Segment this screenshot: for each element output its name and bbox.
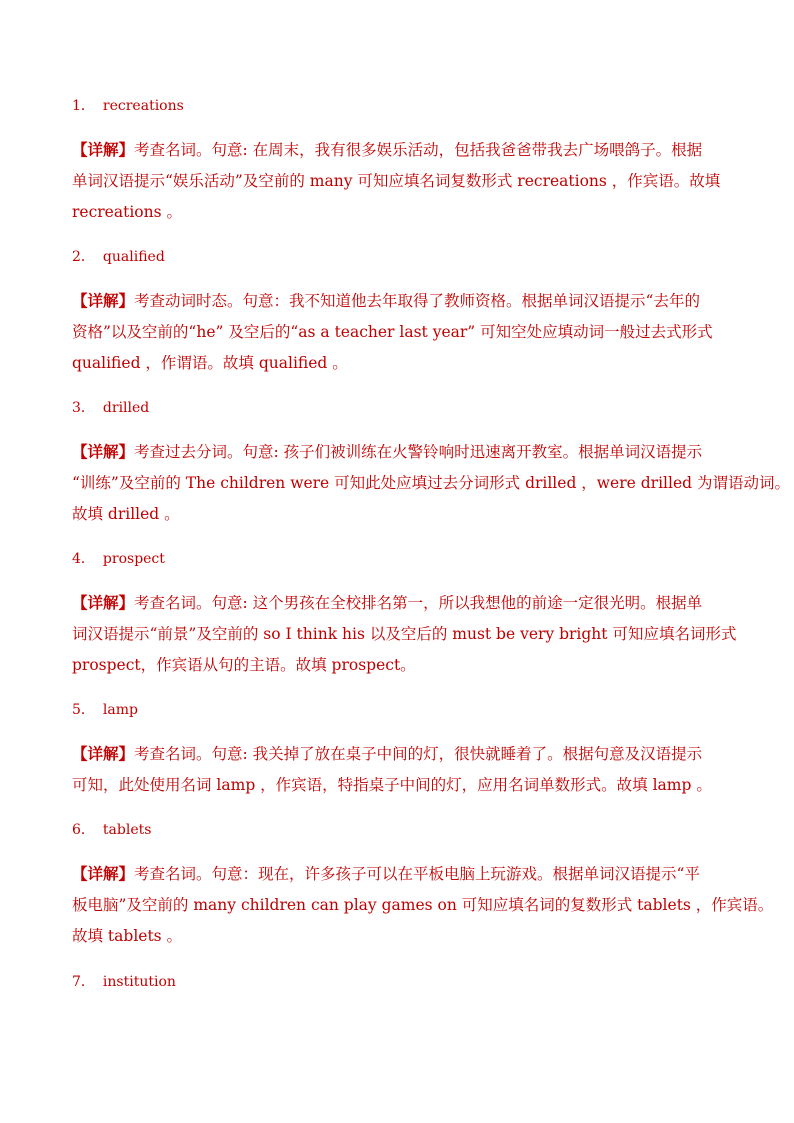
detail-line: 故填 drilled 。: [72, 505, 180, 523]
detail-tag: 【详解】: [72, 442, 135, 461]
item-number: 7．: [72, 974, 95, 990]
answer-line-7: [72, 972, 176, 992]
item-number: 5．: [72, 702, 95, 718]
answer-line-1: [72, 96, 184, 116]
detail-text: 考查名词。句意: 这个男孩在全校排名第一，所以我想他的前途一定很光明。根据单: [134, 594, 703, 612]
answer-word: prospect: [102, 551, 165, 567]
item-number: 1．: [72, 98, 95, 114]
answer-line-3: [72, 398, 149, 418]
detail-line: 词汉语提示“前景”及空前的 so I think his 以及空后的 must be very bright 可知应填名词形式: [72, 625, 737, 643]
detail-block-4: [72, 587, 737, 681]
detail-line: 单词汉语提示“娱乐活动”及空前的 many 可知应填名词复数形式 recreations ，作宾语。故填: [72, 172, 721, 190]
detail-line: 板电脑”及空前的 many children can play games on 可知应填名词的复数形式 tablets ，作宾语。: [72, 896, 774, 914]
detail-line: 可知，此处使用名词 lamp ，作宾语，特指桌子中间的灯，应用名词单数形式。故填 lamp 。: [72, 776, 712, 794]
detail-tag: 【详解】: [72, 140, 135, 159]
answer-word: institution: [102, 974, 176, 990]
item-number: 6．: [72, 822, 95, 838]
detail-line: qualified ，作谓语。故填 qualified 。: [72, 354, 348, 372]
detail-text: 考查过去分词。句意: 孩子们被训练在火警铃响时迅速离开教室。根据单词汉语提示: [134, 443, 703, 461]
detail-text: 考查名词。句意：现在，许多孩子可以在平板电脑上玩游戏。根据单词汉语提示“平: [134, 865, 700, 883]
detail-line: [72, 587, 732, 619]
detail-line: [72, 436, 732, 468]
detail-line: [72, 738, 732, 770]
detail-text: 考查名词。句意: 我关掉了放在桌子中间的灯，很快就睡着了。根据句意及汉语提示: [134, 745, 703, 763]
detail-block-1: [72, 134, 732, 228]
item-number: 4．: [72, 551, 95, 567]
item-number: 3．: [72, 400, 95, 416]
detail-text: 考查动词时态。句意：我不知道他去年取得了教师资格。根据单词汉语提示“去年的: [134, 292, 700, 310]
detail-tag: 【详解】: [72, 291, 135, 310]
item-number: 2．: [72, 249, 95, 265]
detail-block-3: [72, 436, 790, 530]
answer-line-4: [72, 549, 165, 569]
answer-word: drilled: [102, 400, 150, 416]
detail-line: recreations 。: [72, 203, 182, 221]
detail-tag: 【详解】: [72, 744, 135, 763]
detail-block-2: [72, 285, 732, 379]
detail-line: 故填 tablets 。: [72, 927, 183, 945]
answer-line-2: [72, 247, 165, 267]
detail-line: [72, 285, 732, 317]
detail-block-5: [72, 738, 732, 801]
answer-word: lamp: [102, 702, 138, 718]
detail-line: prospect，作宾语从句的主语。故填 prospect。: [72, 656, 416, 674]
detail-line: 资格”以及空前的“he” 及空后的“as a teacher last year” 可知空处应填动词一般过去式形式: [72, 323, 713, 341]
detail-line: [72, 134, 732, 166]
detail-block-6: [72, 858, 774, 952]
answer-line-5: [72, 700, 138, 720]
answer-line-6: [72, 820, 151, 840]
detail-tag: 【详解】: [72, 593, 135, 612]
answer-word: recreations: [102, 98, 184, 114]
answer-word: tablets: [102, 822, 152, 838]
detail-tag: 【详解】: [72, 864, 135, 883]
detail-line: “训练”及空前的 The children were 可知此处应填过去分词形式 drilled ，were drilled 为谓语动词。: [72, 474, 790, 492]
answer-word: qualified: [102, 249, 165, 265]
detail-line: [72, 858, 732, 890]
detail-text: 考查名词。句意: 在周末，我有很多娱乐活动，包括我爸爸带我去广场喂鸽子。根据: [134, 141, 703, 159]
